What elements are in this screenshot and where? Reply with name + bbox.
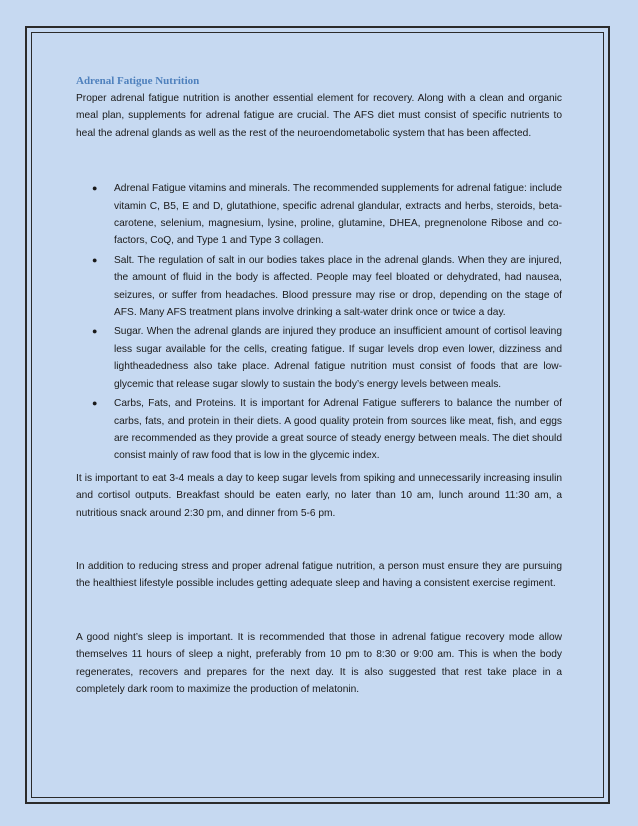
list-item-text: Adrenal Fatigue vitamins and minerals. The recommended supplements for adrenal fatigue: include vitamin C, B5, E and D, glutathione, specific adrenal glandular, extracts and herbs, steroids, beta-carotene, selenium, magnesium, lysine, proline, glutamine, DHEA, pregnenolone Ribose and co-factors, CoQ, and Type 1 and Type 3 collagen. — [114, 183, 562, 247]
list-item-text: Salt. The regulation of salt in our bodies takes place in the adrenal glands. When they are injured, the amount of fluid in the body is affected. People may feel bloated or dehydrated, had nausea, seizures, or suffer from headaches. Blood pressure may rise or drop, depending on the stage of AFS. Many AFS treatment plans involve drinking a salt-water drink once or twice a day. — [114, 254, 562, 319]
list-item-carbs-fats-proteins — [76, 395, 562, 465]
list-item-text: Sugar. When the adrenal glands are injured they produce an insufficient amount of cortisol leaving less sugar available for the cells, creating fatigue. If sugar levels drop even lower, dizziness and lightheadedness also take place. Adrenal fatigue nutrition must consist of foods that are low-glycemic that release sugar slowly to sustain the body’s energy levels between meals. — [114, 326, 562, 390]
bullet-icon: ● — [92, 326, 98, 337]
list-item-vitamins — [76, 180, 562, 250]
document-body — [76, 73, 562, 698]
list-item-text: Carbs, Fats, and Proteins. It is important for Adrenal Fatigue sufferers to balance the number of carbs, fats, and protein in their diets. A good quality protein from sources like meat, fish, and eggs are recommended as they provide a great source of steady energy between meals. The diet should consist mainly of raw food that is low in the glycemic index. — [114, 398, 562, 462]
list-item-salt — [76, 252, 562, 322]
bullet-icon: ● — [92, 254, 98, 265]
intro-paragraph: Proper adrenal fatigue nutrition is another essential element for recovery. Along with a clean and organic meal plan, supplements for adrenal fatigue are crucial. The AFS diet must consist of specific nutrients to heal the adrenal glands as well as the rest of the neuroendometabolic system that has been affected. — [76, 93, 562, 139]
spacer — [76, 522, 562, 558]
bullet-icon: ● — [92, 183, 98, 194]
spacer — [76, 142, 562, 180]
spacer — [76, 593, 562, 629]
lifestyle-paragraph: In addition to reducing stress and proper adrenal fatigue nutrition, a person must ensure they are pursuing the healthiest lifestyle possible includes getting adequate sleep and having a consistent exercise regiment. — [76, 560, 562, 590]
meals-paragraph: It is important to eat 3-4 meals a day to keep sugar levels from spiking and unnecessarily increasing insulin and cortisol outputs. Breakfast should be eaten early, no later than 10 am, lunch around 11:30 am, a nutritious snack around 2:30 pm, and dinner from 5-6 pm. — [76, 472, 562, 519]
sleep-paragraph: A good night’s sleep is important. It is recommended that those in adrenal fatigue recovery mode allow themselves 11 hours of sleep a night, preferably from 10 pm to 8:30 or 9:00 am. This is when the body regenerates, recovers and prepares for the next day. It is also suggested that rest take place in a completely dark room to maximize the production of melatonin. — [76, 631, 562, 695]
bullet-icon: ● — [92, 398, 98, 409]
nutrient-list — [76, 180, 562, 465]
section-heading: Adrenal Fatigue Nutrition — [76, 75, 200, 87]
list-item-sugar — [76, 323, 562, 393]
